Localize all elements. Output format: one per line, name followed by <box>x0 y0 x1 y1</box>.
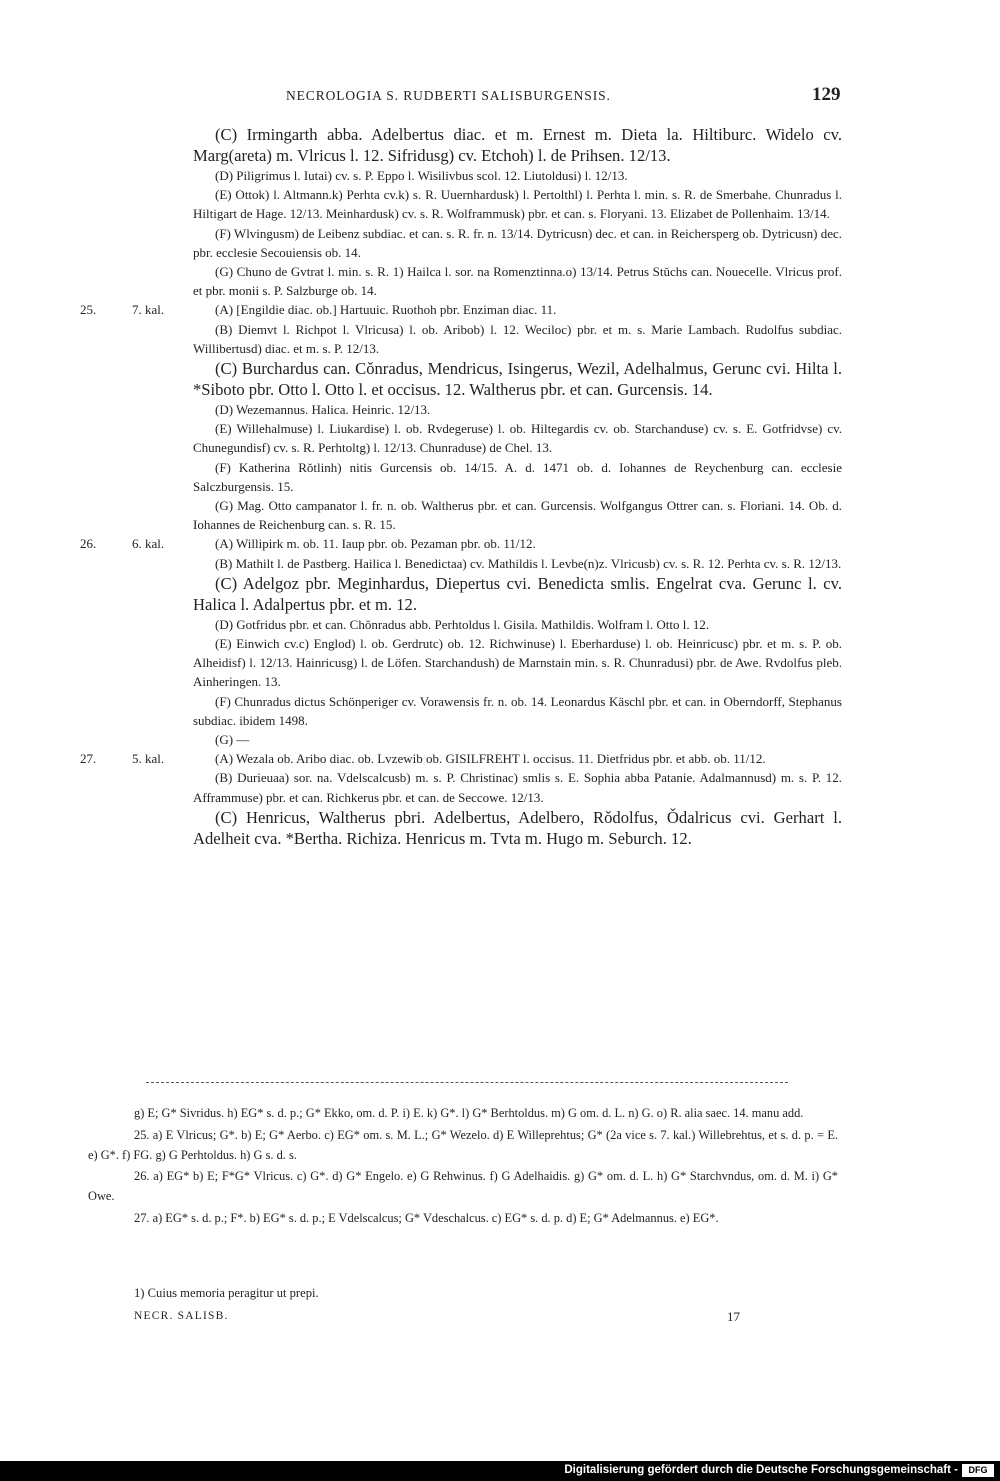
entry-row <box>80 419 842 457</box>
entry-text: (E) Ottok) l. Altmann.k) Perhta cv.k) s. R. Uuernhardusk) l. Pertolthl) l. Perhta l. min. s. R. de Smerbahe. Chunradus l. Hiltigart de Hage. 12/13. Meinhardusk) cv. s. R. Wolframmusk) pbr. et can. s. Floryani. 13. Elizabet de Pollenhaim. 13/14. <box>193 187 842 222</box>
page-number: 129 <box>812 84 841 105</box>
entry-row <box>80 320 842 358</box>
entry-row <box>80 358 842 400</box>
entry-row <box>80 224 842 262</box>
entry-text: (F) Wlvingusm) de Leibenz subdiac. et can. s. R. fr. n. 13/14. Dytricusn) dec. et can. in Reichersperg ob. Dytricusn) dec. pbr. ecclesie Secouiensis ob. 14. <box>193 225 842 260</box>
running-header <box>0 84 1000 114</box>
entry-text: (D) Wezemannus. Halica. Heinric. 12/13. <box>215 402 431 418</box>
entry-row <box>80 534 842 553</box>
kalends-label: 7. kal. <box>132 302 165 318</box>
day-number: 26. <box>80 536 97 552</box>
apparatus-note: 26. a) EG* b) E; F*G* Vlricus. c) G*. d) G* Engelo. e) G Rehwinus. f) G Adelhaidis. g) G* om. d. L. h) G* Starchvndus, om. d. M. i) G* Owe. <box>88 1169 838 1204</box>
entry-row <box>80 166 842 185</box>
entry-text: (A) Willipirk m. ob. 11. Iaup pbr. ob. Pezaman pbr. ob. 11/12. <box>215 536 536 552</box>
dfg-logo: DFG <box>962 1464 994 1477</box>
entry-row <box>80 768 842 806</box>
day-number: 27. <box>80 751 97 767</box>
entry-text: (C) Adelgoz pbr. Meginhardus, Diepertus cvi. Benedicta smlis. Engelrat cva. Gerunc l. cv. Halica l. Adalpertus pbr. et m. 12. <box>193 573 842 614</box>
entry-row <box>80 185 842 223</box>
entry-text: (D) Piligrimus l. Iutai) cv. s. P. Eppo l. Wisilivbus scol. 12. Liutoldusi) l. 12/13. <box>215 168 628 183</box>
entry-row <box>80 692 842 730</box>
entry-text: (A) Wezala ob. Aribo diac. ob. Lvzewib ob. GISILFREHT l. occisus. 11. Dietfridus pbr. et abb. ob. 11/12. <box>215 751 766 767</box>
running-title: NECROLOGIA S. RUDBERTI SALISBURGENSIS. <box>286 88 611 103</box>
entry-text: (B) Mathilt l. de Pastberg. Hailica l. Benedictaa) cv. Mathildis l. Levbe(n)z. Vlricusb) cv. s. R. 12. Perhta cv. s. R. 12/13. <box>215 555 842 571</box>
entry-row <box>80 458 842 496</box>
entry-row <box>80 573 842 615</box>
entry-text: (F) Chunradus dictus Schönperiger cv. Vorawensis fr. n. ob. 14. Leonardus Käschl pbr. et can. in Oberndorff, Stephanus subdiac. ibidem 1498. <box>193 693 842 728</box>
footnote: 1) Cuius memoria peragitur ut prepi. <box>134 1286 319 1300</box>
entry-row <box>80 554 842 573</box>
entry-text: (G) — <box>215 732 250 748</box>
entry-text: (G) Chuno de Gvtrat l. min. s. R. 1) Hailca l. sor. na Romenztinna.o) 13/14. Petrus Stǔchs can. Nouecelle. Vlricus prof. et pbr. monii s. P. Salzburge ob. 14. <box>193 264 842 299</box>
entry-text: (F) Katherina Rǒtlinh) nitis Gurcensis ob. 14/15. A. d. 1471 ob. d. Iohannes de Reychenburg can. ecclesie Salczburgensis. 15. <box>193 459 842 494</box>
entry-row <box>80 634 842 692</box>
signature-mark: NECR. SALISB. <box>134 1310 229 1322</box>
entry-row <box>80 496 842 534</box>
apparatus-notes <box>88 1104 838 1231</box>
entry-row <box>80 749 842 768</box>
separator-rule <box>146 1082 788 1083</box>
apparatus-note: 27. a) EG* s. d. p.; F*. b) EG* s. d. p.; E Vdelscalcus; G* Vdeschalcus. c) EG* s. d. p. d) E; G* Adelmannus. e) EG*. <box>134 1210 719 1225</box>
entry-text: (B) Durieuaa) sor. na. Vdelscalcusb) m. s. P. Christinac) smlis s. E. Sophia abba Patanie. Adalmannusd) m. s. P. 12. Afframmuse) pbr. et can. Richkerus pbr. et can. de Seccowe. 12/13. <box>193 770 842 805</box>
entry-row <box>80 400 842 419</box>
kalends-label: 6. kal. <box>132 536 165 552</box>
entry-row <box>80 262 842 300</box>
entry-text: (D) Gotfridus pbr. et can. Chǒnradus abb. Perhtoldus l. Gisila. Mathildis. Wolfram l. Otto l. 12. <box>215 616 710 632</box>
entry-text: (B) Diemvt l. Richpot l. Vlricusa) l. ob. Aribob) l. 12. Weciloc) pbr. et m. s. Marie Lambach. Rudolfus subdiac. Willibertusd) diac. et m. s. P. 12/13. <box>193 321 842 356</box>
entry-row <box>80 807 842 849</box>
footer-credit: Digitalisierung gefördert durch die Deutsche Forschungsgemeinschaft - <box>564 1464 958 1476</box>
sheet-number: 17 <box>727 1309 740 1324</box>
entry-text: (C) Irmingarth abba. Adelbertus diac. et m. Ernest m. Dieta la. Hiltiburc. Widelo cv. Marg(areta) m. Vlricus l. 12. Sifridusg) cv. Etchoh) l. de Prihsen. 12/13. <box>193 125 842 165</box>
kalends-label: 5. kal. <box>132 751 165 767</box>
digitization-footer <box>0 1461 1000 1481</box>
day-number: 25. <box>80 302 97 318</box>
entry-text: (A) [Engildie diac. ob.] Hartuuic. Ruothoh pbr. Enziman diac. 11. <box>215 302 557 318</box>
apparatus-note: 25. a) E Vlricus; G*. b) E; G* Aerbo. c) EG* om. s. M. L.; G* Wezelo. d) E Willeprehtus; G* (2a vice s. 7. kal.) Willebrehtus, et s. d. p. = E. e) G*. f) FG. g) G Perhtoldus. h) G s. d. s. <box>88 1127 838 1162</box>
necrology-body <box>80 124 842 849</box>
apparatus-note: g) E; G* Sivridus. h) EG* s. d. p.; G* Ekko, om. d. P. i) E. k) G*. l) G* Berhtoldus. m) G om. d. L. n) G. o) R. alia saec. 14. manu add. <box>134 1106 804 1120</box>
entry-text: (E) Willehalmuse) l. Liukardise) l. ob. Rvdegeruse) l. ob. Hiltegardis cv. ob. Starchanduse) cv. s. E. Gotfridvse) cv. Chunegundisf) cv. s. R. Perhtoltg) l. 12/13. Chunraduse) de Chel. 13. <box>193 421 842 456</box>
entry-text: (C) Burchardus can. Cǒnradus, Mendricus, Isingerus, Wezil, Adelhalmus, Gerunc cvi. Hilta l. *Siboto pbr. Otto l. Otto l. et occisus. 12. Waltherus pbr. et can. Gurcensis. 14. <box>193 359 842 400</box>
entry-row <box>80 300 842 319</box>
entry-row <box>80 124 842 166</box>
entry-text: (G) Mag. Otto campanator l. fr. n. ob. Waltherus pbr. et can. Gurcensis. Wolfgangus Ottrer can. s. Floriani. 14. Ob. d. Iohannes de Reichenburg can. s. R. 15. <box>193 498 842 533</box>
entry-row <box>80 730 842 749</box>
entry-text: (C) Henricus, Waltherus pbri. Adelbertus, Adelbero, Rǒdolfus, Ǒdalricus cvi. Gerhart l. Adelheit cva. *Bertha. Richiza. Henricus m. Tvta m. Hugo m. Seburch. 12. <box>193 807 842 848</box>
entry-row <box>80 615 842 634</box>
entry-text: (E) Einwich cv.c) Englod) l. ob. Gerdrutc) ob. 12. Richwinuse) l. Eberharduse) l. ob. Heinricusc) pbr. et m. s. P. ob. Alheidisf) l. 12/13. Hainricusg) l. de Löfen. Starchandush) de Marnstain min. s. R. Chunradusi) pbr. de Awe. Rvdolfus pleb. Ainheringen. 13. <box>193 636 842 690</box>
